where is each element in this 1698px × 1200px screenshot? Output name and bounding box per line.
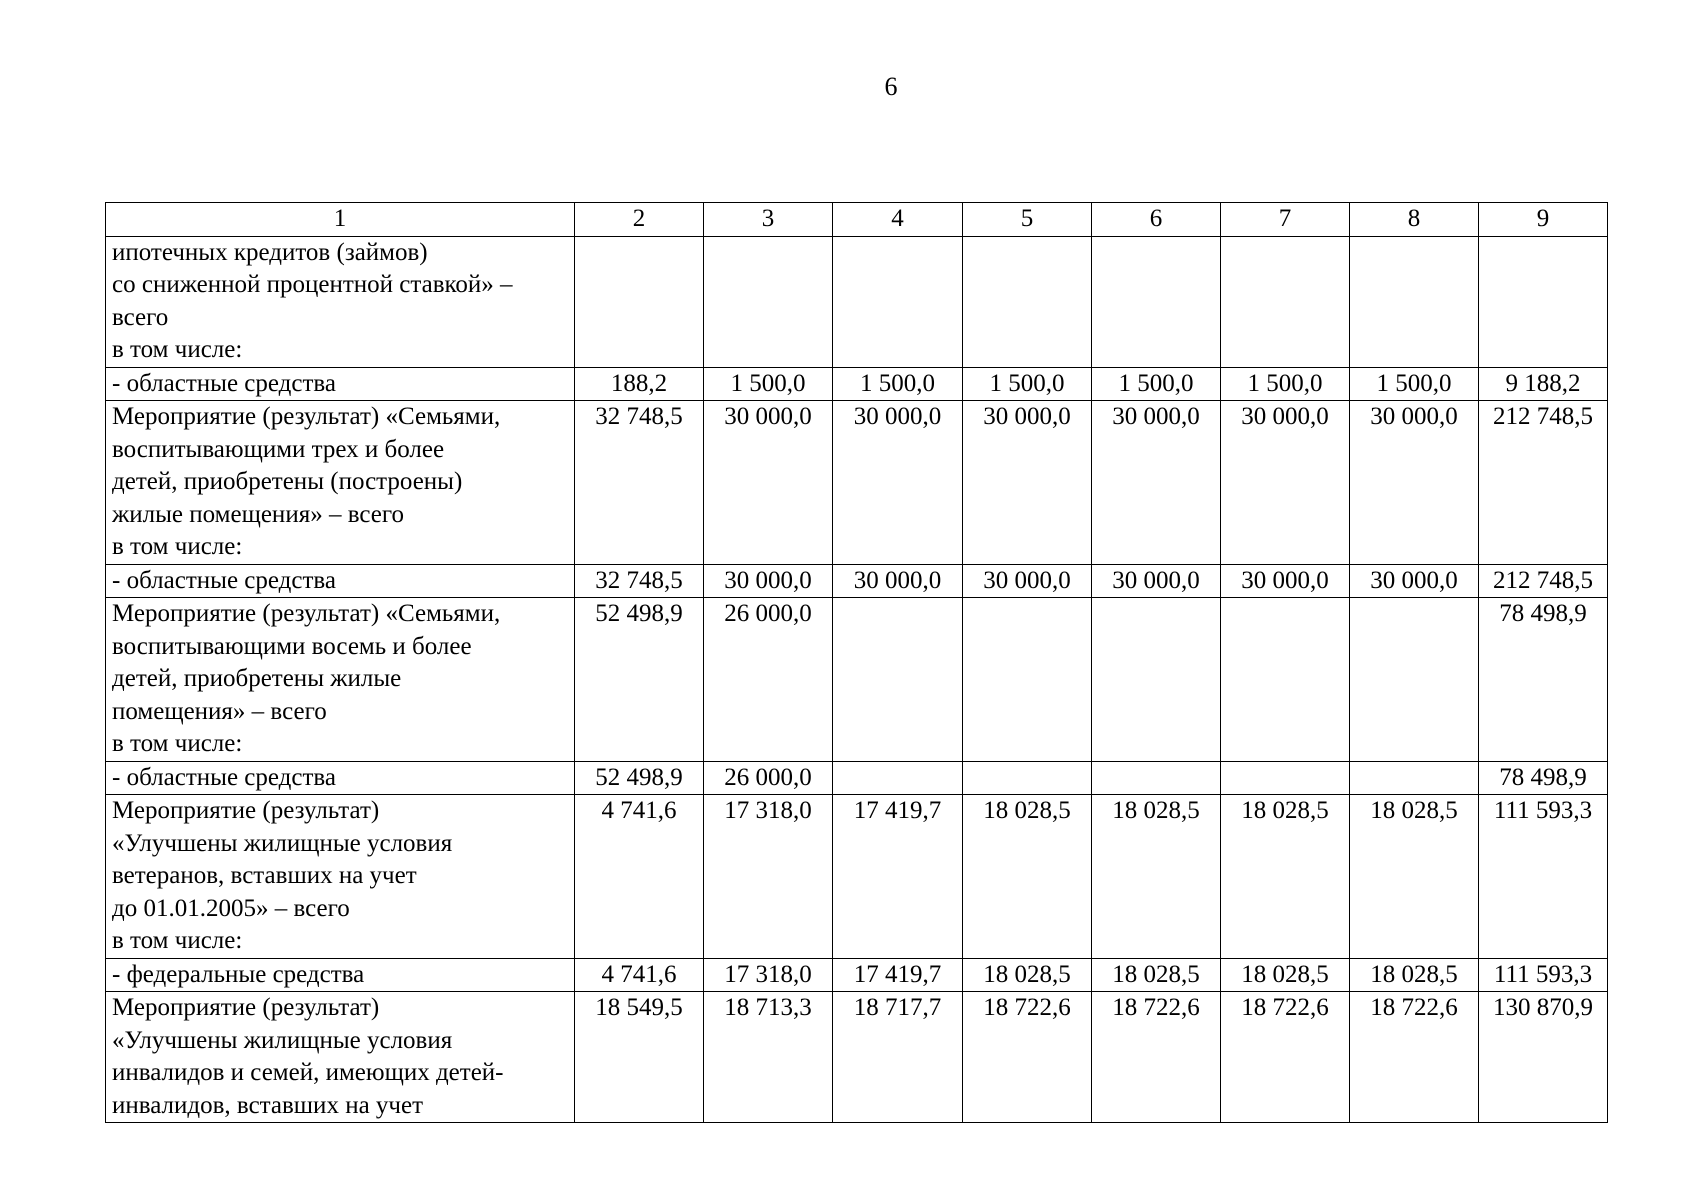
value-cell-col-6: 1 500,0 <box>1092 367 1221 401</box>
value-cell-col-7 <box>1221 598 1350 762</box>
row-label-line: детей, приобретены жилые <box>112 665 402 692</box>
value-cell-col-2: 18 549,5 <box>575 992 704 1123</box>
value-cell-col-7: 18 028,5 <box>1221 958 1350 992</box>
page-number: 6 <box>884 72 898 101</box>
value-cell-col-8 <box>1350 236 1479 367</box>
row-label-line: в том числе: <box>112 533 243 560</box>
value-cell-col-8: 30 000,0 <box>1350 401 1479 565</box>
value-cell-col-9: 111 593,3 <box>1479 795 1608 959</box>
value-cell-col-2: 32 748,5 <box>575 401 704 565</box>
value-cell-col-8: 18 722,6 <box>1350 992 1479 1123</box>
row-label-line: Мероприятие (результат) «Семьями, <box>112 600 501 627</box>
row-label-line: - областные средства <box>112 369 336 397</box>
row-label-line: - областные средства <box>112 566 336 594</box>
value-cell-col-6: 18 028,5 <box>1092 795 1221 959</box>
row-label <box>106 761 575 795</box>
value-cell-col-2: 188,2 <box>575 367 704 401</box>
value-cell-col-7 <box>1221 761 1350 795</box>
value-cell-col-9: 212 748,5 <box>1479 401 1608 565</box>
value-cell-col-4 <box>833 598 963 762</box>
value-cell-col-5 <box>963 236 1092 367</box>
value-cell-col-3: 17 318,0 <box>704 958 833 992</box>
row-label <box>106 795 575 959</box>
value-cell-col-2: 52 498,9 <box>575 761 704 795</box>
column-header-8: 8 <box>1350 203 1479 237</box>
row-label-line: Мероприятие (результат) <box>112 994 380 1021</box>
value-cell-col-9: 111 593,3 <box>1479 958 1608 992</box>
column-header-3: 3 <box>704 203 833 237</box>
row-label-line: воспитывающими восемь и более <box>112 632 472 660</box>
value-cell-col-7: 1 500,0 <box>1221 367 1350 401</box>
row-label <box>106 367 575 401</box>
value-cell-col-7: 18 722,6 <box>1221 992 1350 1123</box>
row-label <box>106 236 575 367</box>
value-cell-col-8: 1 500,0 <box>1350 367 1479 401</box>
value-cell-col-9: 130 870,9 <box>1479 992 1608 1123</box>
table-row <box>106 598 1608 762</box>
value-cell-col-9: 78 498,9 <box>1479 761 1608 795</box>
table-row <box>106 795 1608 959</box>
row-label-line: в том числе: <box>112 336 243 363</box>
column-header-4: 4 <box>833 203 963 237</box>
row-label <box>106 598 575 762</box>
value-cell-col-9: 78 498,9 <box>1479 598 1608 762</box>
value-cell-col-5: 18 722,6 <box>963 992 1092 1123</box>
budget-table <box>105 202 1608 1123</box>
row-label-line: воспитывающими трех и более <box>112 435 445 463</box>
row-label-line: детей, приобретены (построены) <box>112 468 463 495</box>
row-label-line: «Улучшены жилищные условия <box>112 1026 453 1054</box>
column-header-1: 1 <box>106 203 575 237</box>
value-cell-col-9: 212 748,5 <box>1479 564 1608 598</box>
table-row <box>106 958 1608 992</box>
value-cell-col-4: 17 419,7 <box>833 795 963 959</box>
value-cell-col-5: 18 028,5 <box>963 958 1092 992</box>
row-label-line: со сниженной процентной ставкой» – <box>112 271 513 298</box>
column-header-6: 6 <box>1092 203 1221 237</box>
value-cell-col-6 <box>1092 761 1221 795</box>
table-row <box>106 761 1608 795</box>
row-label-line: Мероприятие (результат) <box>112 797 380 824</box>
row-label-line: до 01.01.2005» – всего <box>112 894 350 922</box>
row-label-line: инвалидов, вставших на учет <box>112 1091 424 1119</box>
value-cell-col-6: 18 722,6 <box>1092 992 1221 1123</box>
value-cell-col-3: 26 000,0 <box>704 598 833 762</box>
value-cell-col-5 <box>963 761 1092 795</box>
row-label-line: - федеральные средства <box>112 960 365 988</box>
value-cell-col-3 <box>704 236 833 367</box>
value-cell-col-8: 18 028,5 <box>1350 958 1479 992</box>
value-cell-col-3: 18 713,3 <box>704 992 833 1123</box>
value-cell-col-9: 9 188,2 <box>1479 367 1608 401</box>
row-label-line: ипотечных кредитов (займов) <box>112 238 428 266</box>
value-cell-col-4: 30 000,0 <box>833 401 963 565</box>
value-cell-col-6 <box>1092 236 1221 367</box>
row-label-line: инвалидов и семей, имеющих детей- <box>112 1059 504 1086</box>
value-cell-col-6 <box>1092 598 1221 762</box>
row-label <box>106 401 575 565</box>
table-row <box>106 564 1608 598</box>
value-cell-col-3: 30 000,0 <box>704 401 833 565</box>
row-label-line: в том числе: <box>112 927 243 954</box>
value-cell-col-7: 30 000,0 <box>1221 564 1350 598</box>
value-cell-col-6: 30 000,0 <box>1092 564 1221 598</box>
value-cell-col-6: 18 028,5 <box>1092 958 1221 992</box>
row-label-line: помещения» – всего <box>112 697 327 725</box>
value-cell-col-8 <box>1350 761 1479 795</box>
value-cell-col-7 <box>1221 236 1350 367</box>
value-cell-col-4 <box>833 761 963 795</box>
value-cell-col-4 <box>833 236 963 367</box>
value-cell-col-3: 30 000,0 <box>704 564 833 598</box>
row-label-line: жилые помещения» – всего <box>112 500 404 528</box>
row-label-line: всего <box>112 303 169 331</box>
row-label-line: ветеранов, вставших на учет <box>112 862 417 889</box>
value-cell-col-3: 17 318,0 <box>704 795 833 959</box>
table-header <box>106 203 1608 237</box>
value-cell-col-5 <box>963 598 1092 762</box>
row-label-line: Мероприятие (результат) «Семьями, <box>112 403 501 430</box>
column-header-2: 2 <box>575 203 704 237</box>
header-row <box>106 203 1608 237</box>
value-cell-col-5: 30 000,0 <box>963 564 1092 598</box>
column-header-9: 9 <box>1479 203 1608 237</box>
value-cell-col-2: 4 741,6 <box>575 958 704 992</box>
value-cell-col-9 <box>1479 236 1608 367</box>
value-cell-col-3: 26 000,0 <box>704 761 833 795</box>
value-cell-col-6: 30 000,0 <box>1092 401 1221 565</box>
table-row <box>106 367 1608 401</box>
value-cell-col-5: 1 500,0 <box>963 367 1092 401</box>
value-cell-col-8 <box>1350 598 1479 762</box>
value-cell-col-2: 4 741,6 <box>575 795 704 959</box>
value-cell-col-2 <box>575 236 704 367</box>
row-label-line: «Улучшены жилищные условия <box>112 829 453 857</box>
row-label <box>106 992 575 1123</box>
column-header-5: 5 <box>963 203 1092 237</box>
table-row <box>106 236 1608 367</box>
value-cell-col-7: 30 000,0 <box>1221 401 1350 565</box>
row-label <box>106 564 575 598</box>
value-cell-col-5: 18 028,5 <box>963 795 1092 959</box>
value-cell-col-8: 30 000,0 <box>1350 564 1479 598</box>
row-label-line: в том числе: <box>112 730 243 757</box>
value-cell-col-2: 32 748,5 <box>575 564 704 598</box>
column-header-7: 7 <box>1221 203 1350 237</box>
value-cell-col-2: 52 498,9 <box>575 598 704 762</box>
row-label <box>106 958 575 992</box>
table-row <box>106 401 1608 565</box>
value-cell-col-7: 18 028,5 <box>1221 795 1350 959</box>
table-row <box>106 992 1608 1123</box>
value-cell-col-3: 1 500,0 <box>704 367 833 401</box>
value-cell-col-4: 1 500,0 <box>833 367 963 401</box>
row-label-line: - областные средства <box>112 763 336 791</box>
value-cell-col-5: 30 000,0 <box>963 401 1092 565</box>
value-cell-col-4: 18 717,7 <box>833 992 963 1123</box>
value-cell-col-4: 30 000,0 <box>833 564 963 598</box>
value-cell-col-8: 18 028,5 <box>1350 795 1479 959</box>
value-cell-col-4: 17 419,7 <box>833 958 963 992</box>
table-body <box>106 236 1608 1123</box>
